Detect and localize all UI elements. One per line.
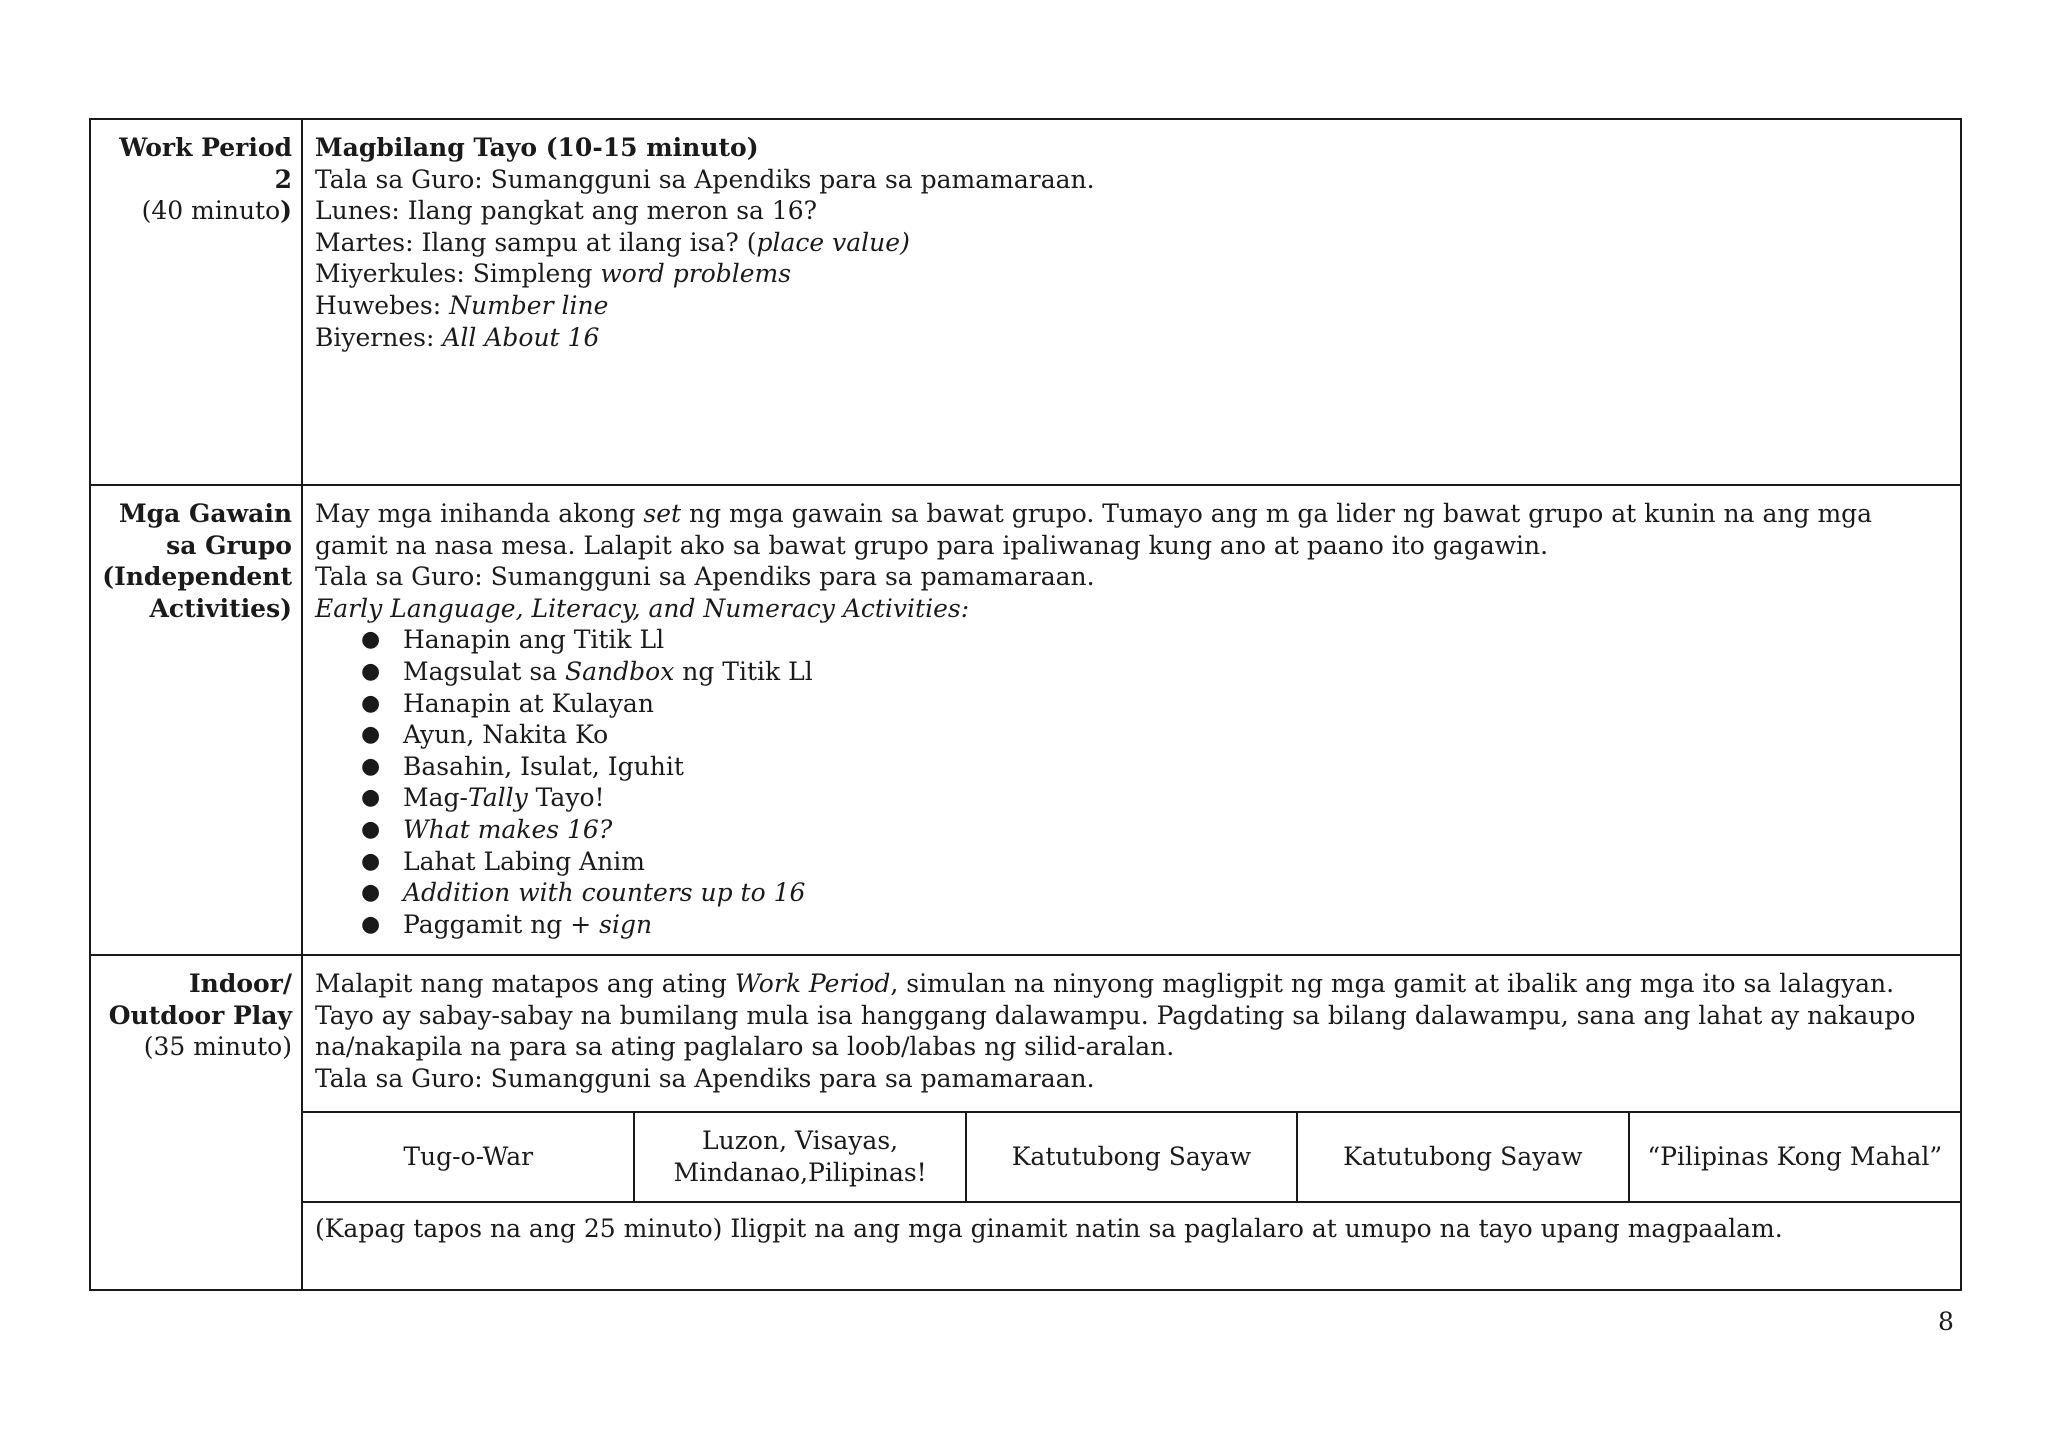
play-paragraph: Malapit nang matapos ang ating Work Period, simulan na ninyong magligpit ng mga gamit at ibalik ang mga ito sa lalagyan. Tayo ay sabay-sabay na bumilang mula isa hanggang dalawampu. Pagdating sa bilang dalawampu, sana ang lahat ay nakaupo na/nakapila na para sa ating paglalaro sa loob/labas ng silid-aralan. bbox=[315, 969, 1916, 1062]
games-row bbox=[303, 1112, 1960, 1201]
play-teacher-note: Tala sa Guro: Sumangguni sa Apendiks para sa pamamaraan. bbox=[315, 1063, 1095, 1093]
group-label-line: sa Grupo bbox=[166, 530, 292, 560]
list-item: ● Ayun, Nakita Ko bbox=[403, 719, 1950, 751]
group-teacher-note: Tala sa Guro: Sumangguni sa Apendiks para sa pamamaraan. bbox=[315, 562, 1095, 592]
play-duration: (35 minuto) bbox=[143, 1032, 292, 1062]
work-period-duration: (40 minuto) bbox=[141, 196, 292, 226]
games-table bbox=[303, 1111, 1960, 1201]
group-activities-content bbox=[302, 485, 1961, 955]
activities-heading: Early Language, Literacy, and Numeracy Activities: bbox=[315, 593, 970, 623]
game-cell: Katutubong Sayaw bbox=[966, 1112, 1297, 1201]
game-cell: Katutubong Sayaw bbox=[1297, 1112, 1628, 1201]
group-activities-label bbox=[90, 485, 302, 955]
work-period-row bbox=[90, 119, 1961, 485]
work-period-teacher-note: Tala sa Guro: Sumangguni sa Apendiks para sa pamamaraan. bbox=[315, 164, 1095, 194]
play-row bbox=[90, 955, 1961, 1290]
work-period-content bbox=[302, 119, 1961, 485]
list-item: ● Lahat Labing Anim bbox=[403, 846, 1950, 878]
lesson-plan-table bbox=[89, 118, 1962, 1291]
game-cell: “Pilipinas Kong Mahal” bbox=[1629, 1112, 1960, 1201]
group-label-line: (Independent bbox=[102, 562, 292, 592]
game-cell: Tug-o-War bbox=[303, 1112, 634, 1201]
work-period-heading: Magbilang Tayo (10-15 minuto) bbox=[315, 133, 759, 162]
list-item: ● What makes 16? bbox=[403, 814, 1950, 846]
list-item: ● Paggamit ng + sign bbox=[403, 909, 1950, 941]
list-item: ● Addition with counters up to 16 bbox=[403, 877, 1950, 909]
list-item: ● Basahin, Isulat, Iguhit bbox=[403, 751, 1950, 783]
work-period-title: Work Period 2 bbox=[119, 133, 292, 194]
game-cell: Luzon, Visayas, Mindanao,Pilipinas! bbox=[634, 1112, 965, 1201]
page-number: 8 bbox=[1938, 1307, 1954, 1336]
day-monday: Lunes: Ilang pangkat ang meron sa 16? bbox=[315, 196, 818, 226]
day-tuesday: Martes: Ilang sampu at ilang isa? (place value) bbox=[315, 227, 910, 257]
play-label-line: Outdoor Play bbox=[108, 1000, 292, 1030]
day-wednesday: Miyerkules: Simpleng word problems bbox=[315, 259, 792, 289]
list-item: ● Hanapin ang Titik Ll bbox=[403, 624, 1950, 656]
group-activities-row bbox=[90, 485, 1961, 955]
play-closing: (Kapag tapos na ang 25 minuto) Iligpit na ang mga ginamit natin sa paglalaro at umupo na tayo upang magpaalam. bbox=[303, 1201, 1960, 1289]
list-item: ● Mag-Tally Tayo! bbox=[403, 782, 1950, 814]
group-label-line: Activities) bbox=[149, 593, 292, 623]
day-friday: Biyernes: All About 16 bbox=[315, 322, 600, 352]
day-thursday: Huwebes: Number line bbox=[315, 290, 609, 320]
play-label-line: Indoor/ bbox=[188, 969, 292, 998]
list-item: ● Hanapin at Kulayan bbox=[403, 688, 1950, 720]
work-period-label bbox=[90, 119, 302, 485]
play-content bbox=[302, 955, 1961, 1290]
play-label bbox=[90, 955, 302, 1290]
list-item: ● Magsulat sa Sandbox ng Titik Ll bbox=[403, 656, 1950, 688]
activities-list bbox=[315, 624, 1950, 940]
play-intro bbox=[303, 956, 1960, 1111]
group-label-line: Mga Gawain bbox=[119, 499, 292, 528]
group-intro: May mga inihanda akong set ng mga gawain sa bawat grupo. Tumayo ang m ga lider ng bawat grupo at kunin na ang mga gamit na nasa mesa. Lalapit ako sa bawat grupo para ipaliwanag kung ano at paano ito gagawin. bbox=[315, 499, 1873, 560]
